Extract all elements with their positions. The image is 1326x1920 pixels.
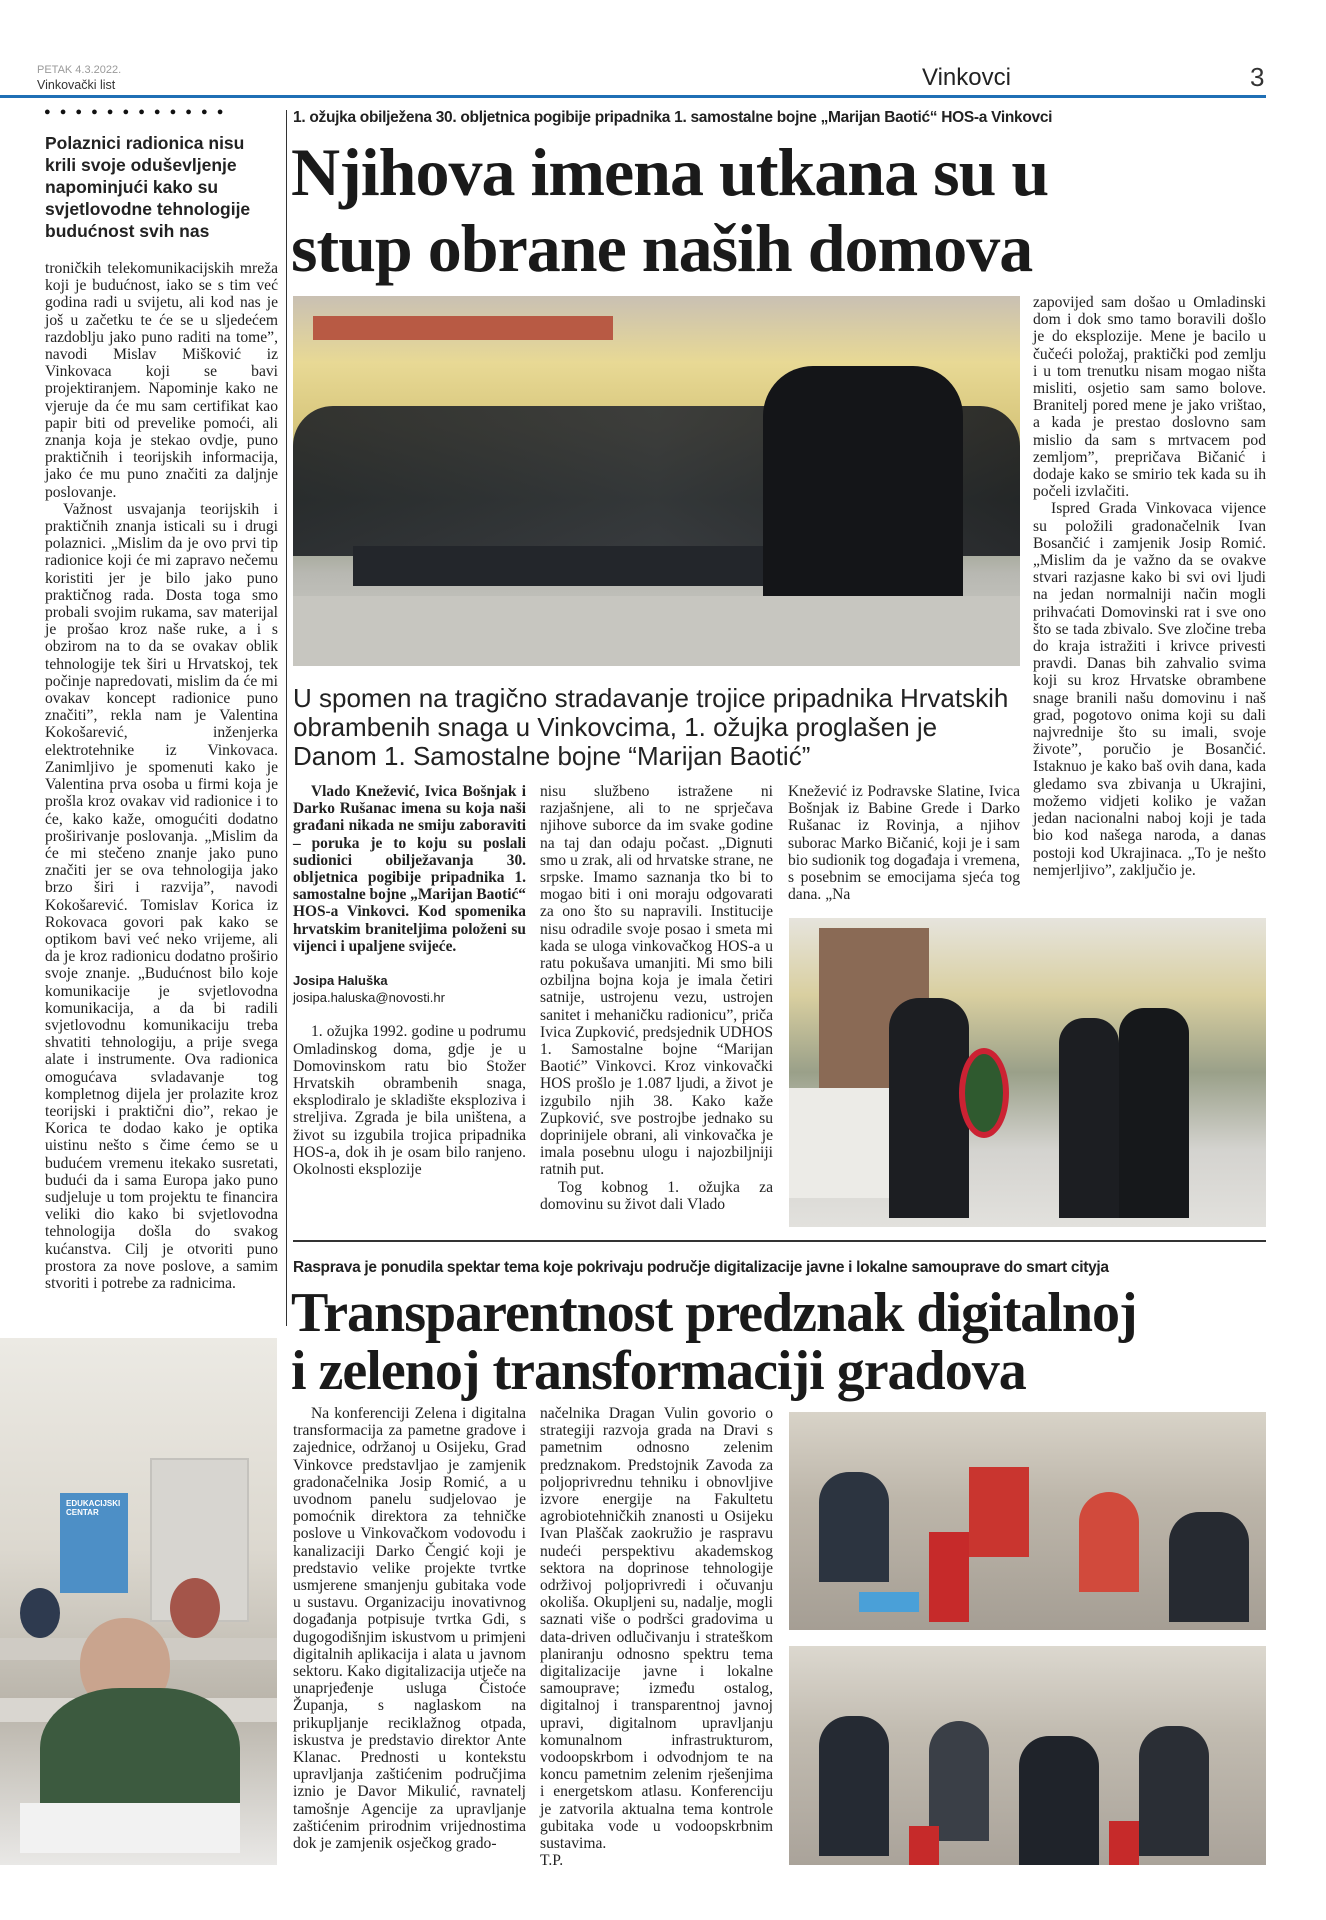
paragraph: zapovijed sam došao u Omladinski dom i dok smo tamo boravili došlo je do eksplozije. Mene je bacilo u čučeći položaj, praktički pod zemlju i u tom trenutku nisam mogao ništa misliti, osjetio sam samo bolove. Branitelj pored mene je jako vrištao, a kada je prestao doslovno sam mislio da sam s mrtvacem pod zemljom”, prepričava Bičanić i dodaje kako se smirio tek kada su ih počeli izvlačiti. [1033,294,1266,501]
sidebar-body [45,260,278,1292]
author-name: Josipa Haluška [293,973,388,989]
section-divider [293,1240,1266,1242]
sidebar-headline: Polaznici radionica nisu krili svoje oduševljenje napominjući kako su svjetlovodne tehnologije budućnost svih nas [45,133,251,241]
photo-sign: EDUKACIJSKI CENTAR [60,1493,128,1593]
paragraph: Tog kobnog 1. ožujka za domovinu su život dali Vlado [540,1178,773,1213]
section-title: Vinkovci [922,64,1011,91]
article1-col1 [293,783,526,1178]
article1-kicker: 1. ožujka obilježena 30. obljetnica pogibije pripadnika 1. samostalne bojne „Marijan Baotić“ HOS-a Vinkovci [293,109,1053,126]
article2-col1 [293,1405,526,1852]
conference-photo-2 [789,1646,1266,1865]
article1-lead: Vlado Knežević, Ivica Bošnjak i Darko Rušanac imena su koja naši građani nikada ne smiju zaboraviti – poruka je to koju su poslali sudionici obilježavanja 30. obljetnica pogibije pripadnika 1. samostalne bojne „Marijan Baotić“ HOS-a Vinkovci. Kod spomenika hrvatskim braniteljima položeni su vijenci i upaljene svijeće. [293,783,526,955]
dot-rule: ● ● ● ● ● ● ● ● ● ● ● ● [44,106,227,118]
signature: T.P. [540,1852,564,1870]
article1-col4 [1033,294,1266,879]
article2-kicker: Rasprava je ponudila spektar tema koje pokrivaju područje digitalizacije javne i lokalne samouprave do smart cityja [293,1259,1109,1276]
article1-headline-line1: Njihova imena utkana su u [291,134,1049,210]
header-rule [0,95,1266,98]
article1-subtitle: U spomen na tragično stradavanje trojice pripadnika Hrvatskih obrambenih snaga u Vinkovcima, 1. ožujka proglašen je Danom 1. Samostalne bojne “Marijan Baotić” [293,683,1009,771]
paragraph: troničkih telekomunikacijskih mreža koji je budućnost, iako se s tim već godina radi u svijetu, ali kod nas je još u začetku te će se u sljedećem razdoblju jako puno raditi na tome”, navodi Mislav Mišković iz Vinkovaca koji se bavi projektiranjem. Napominje kako ne vjeruje da će mu sam certifikat kao papir biti od prevelike pomoći, ali znanja koja je stekao ovdje, puno praktičnih i teorijskih informacija, jako će mu puno značiti za daljnje poslovanje. [45,260,278,501]
paragraph: Knežević iz Podravske Slatine, Ivica Bošnjak iz Babine Grede i Darko Rušanac iz Rovinja, a njihov suborac Marko Bičanić, koji je i sam bio sudionik tog događaja i vremena, s posebnim se emocijama sjeća tog dana. „Na [788,783,1020,904]
article2-headline-line1: Transparentnost predznak digitalnoj [291,1282,1137,1344]
column-divider [286,110,287,1326]
paragraph: načelnika Dragan Vulin govorio o strategiji razvoja grada na Dravi s pametnim odnosno zelenim predznakom. Predstojnik Zavoda za poljoprivrednu tehniku i obnovljive izvore energije na Fakultetu agrobiotehničkih znanosti u Osijeku Ivan Plaščak zaokružio je raspravu nudeći perspektivu akademskog sektora na doprinose tehnologije održivoj poljoprivredi i očuvanju okoliša. Okupljeni su, nadalje, mogli saznati više o podršci gradovima u data-driven odlučivanju i strateškom planiranju odnosno spektru tema digitalizacije javne i lokalne samouprave; između ostalog, digitalnoj i transparentnoj javnoj upravi, digitalnom upravljanju komunalnom infrastrukturom, vodoopskrbom i odvodnjom te na koncu pametnim zelenim rješenjima i energetskom atlasu. Konferenciju je zatvorila aktualna tema kontrole gubitaka vode u vodoopskrbnim sustavima. [540,1405,773,1853]
paragraph: nisu službeno istražene ni razjašnjene, ali to ne sprječava njihove suborce da im svake godine na taj dan odaju počast. „Dignuti smo u zrak, ali od hrvatske strane, ne srpske. Imamo saznanja tko bi to mogao biti i oni moraju odgovarati za ono što su napravili. Institucije nisu odradile svoje posao i smeta mi kada se uloga vinkovačkog HOS-a u ratu pokušava umanjiti. Mi smo bili ozbiljna bojna koja je imala četiri satnije, ustrojenu vezu, ustrojen sanitet i mehaničku radionicu”, priča Ivica Zupković, predsjednik UDHOS 1. Samostalne bojne “Marijan Baotić” Vinkovci. Kroz vinkovački HOS prošlo je 1.087 ljudi, a život je izgubilo njih 38. Kako kaže Zupković, sve postrojbe jednako su doprinijele obrani, ali vinkovačka je imala posebnu ulogu i najozbiljniji ratnih put. [540,783,773,1179]
article1-col3 [788,783,1020,903]
issue-date: PETAK 4.3.2022. [37,64,122,76]
page-number: 3 [1250,62,1265,92]
paper-name: Vinkovački list [37,78,116,92]
paragraph: Na konferenciji Zelena i digitalna transformacija za pametne gradove i zajednice, održanoj u Osijeku, Grad Vinkovce predstavljao je zamjenik gradonačelnika Josip Romić, a u uvodnom panelu sudjelovao je pomoćnik direktora za tehničke poslove u Vinkovačkom vodovodu i kanalizaciji Darko Čengić koji je predstavio velike projekte tvrtke usmjerene smanjenju gubitaka vode u sustavu. Organizaciju inovativnog događanja potpisuje tvrtka Gdi, s dugogodišnjim iskustvom u primjeni digitalnih aplikacija i alata u javnom sektoru. Kako digitalizacija utječe na unaprjeđenje usluga Čistoće Županja, s naglaskom na prikupljanje reciklažnog otpada, iskustva je predstavio direktor Ante Klanac. Prednosti u kontekstu upravljanja zaštićenim područjima iznio je Davor Mikulić, ravnatelj tamošnje Agencije za upravljanje zaštićenim prirodnim vrijednostima dok je zamjenik osječkog grado- [293,1405,526,1853]
article2-headline-line2: i zelenoj transformaciji gradova [291,1340,1026,1402]
paragraph: Važnost usvajanja teorijskih i praktičnih znanja isticali su i drugi polaznici. „Mislim da je ovo prvi tip radionice koji će mi zapravo nečemu koristiti jer je bilo jako puno praktičnog rada. Dosta toga smo probali svojim rukama, sav materijal je prošao kroz naše ruke, a i s obzirom na to da se ovakav oblik tehnologije tek širi u Hrvatskoj, tek počinje napredovati, mislim da će mi ovakav koncept radionice puno značiti”, rekla nam je Valentina Kokošarević, inženjerka elektrotehnike iz Vinkovaca. Zanimljivo je spomenuti kako je Valentina prva osoba u firmi koja je prošla kroz ovakav vid radionice i to će, kako kaže, omogućiti dodatno proširivanje poslovanja. „Mislim da će mi stečeno znanje jako puno značiti jer se ova tehnologija jako brzo širi i razvija”, navodi Kokošarević. Tomislav Korica iz Rokovaca govori pak kako se optikom bavi već neko vrijeme, ali da je kroz radionicu dodatno proširio svoje znanje. „Budućnost bilo koje komunikacije je svjetlovodna komunikacija, a da bi radili svjetlovodnu komunikaciju treba shvatiti tehnologiju, a prije svega alate i instrumente. Ova radionica omogućava svladavanje tog kompletnog dijela jer prolazite kroz teorijski i praktični dio”, rekao je Korica te dodao kako je optika uistinu nešto s čime ćemo se u budućem vremenu itekako susretati, budući da i sama Europa jako puno sudjeluje u tom projektu te financira veliki dio kako bi svjetlovodna tehnologija došla do svakog kućanstva. Cilj je otvoriti puno prostora za nove poslove, a samim stvoriti i potrebe za radnicima. [45,500,278,1292]
conference-photo-1 [789,1412,1266,1630]
author-email[interactable]: josipa.haluska@novosti.hr [293,990,445,1006]
paragraph: 1. ožujka 1992. godine u podrumu Omladinskog doma, gdje je u Domovinskom ratu bio Stožer Hrvatskih obrambenih snaga, eksplodiralo je skladište eksploziva i streljiva. Zgrada je bila uništena, a život su izgubila trojica pripadnika HOS-a, dok ih je osam bilo ranjeno. Okolnosti eksplozije [293,1023,526,1179]
wreath-laying-photo [789,918,1266,1227]
paragraph: Ispred Grada Vinkovaca vijence su položili gradonačelnik Ivan Bosančić i zamjenik Josip Romić. „Mislim da je važno da se ovakve stvari razjasne kako bi svi ovi ljudi na jedan normalniji način mogli prihvaćati Domovinski rat i sve ono što se tada zbivalo. Sve zločine treba do kraja istražiti i krivce privesti pravdi. Danas bih zahvalio svima koji su kroz Hrvatske obrambene snage branili našu domovinu i naš grad, pogotovo onima koji su dali najvrednije što su imali, svoje živote”, poručio je Bosančić. Istaknuo je kako baš ovih dana, kada gledamo sva zbivanja u Ukrajini, možemo vidjeti koliko je važan jedan nacionalni naboj koji je tada bio kod našega naroda, a danas postoji kod Ukrajinaca. „To je nešto nemjerljivo”, zaključio je. [1033,500,1266,879]
workshop-photo [0,1338,277,1865]
article1-col2 [540,783,773,1213]
article2-col2 [540,1405,773,1869]
article1-headline-line2: stup obrane naših domova [291,210,1033,286]
commemoration-photo [293,296,1020,666]
